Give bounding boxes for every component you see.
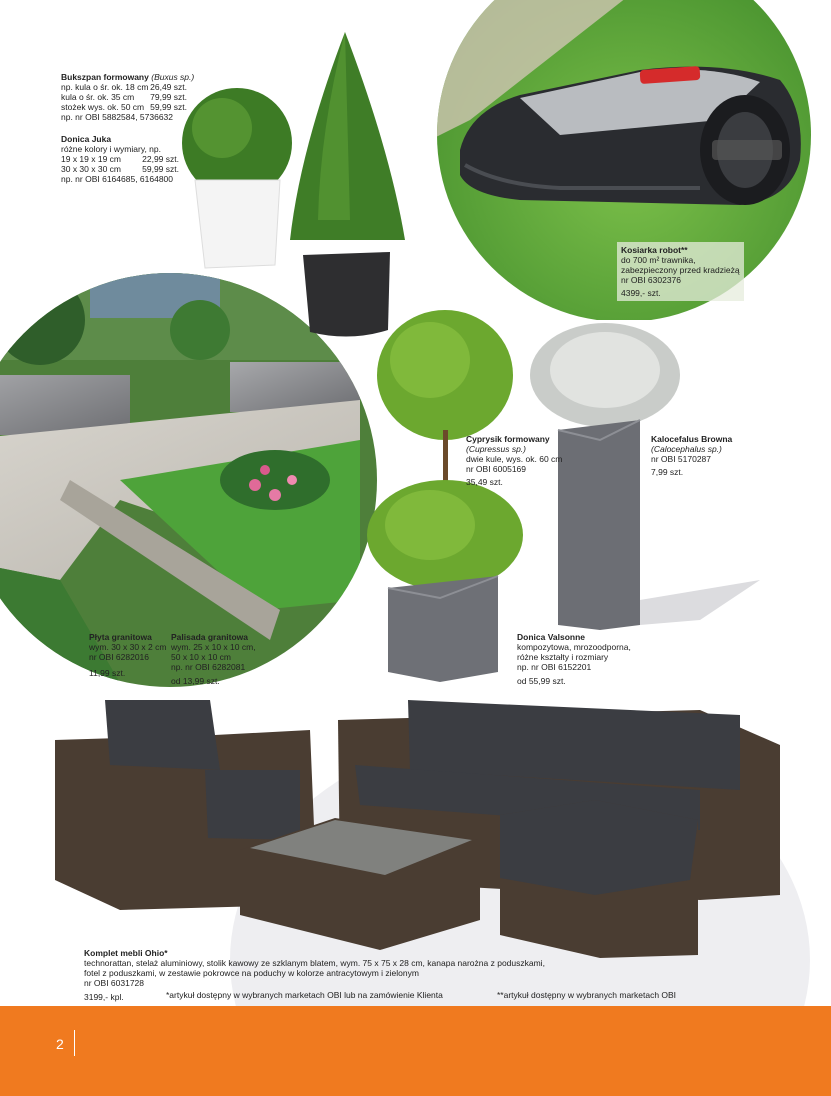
calocephalus-title: Kalocefalus Browna [651, 434, 733, 444]
valsonne-line: kompozytowa, mrozoodporna, [517, 642, 631, 652]
footnote-one: *artykuł dostępny w wybranych marketach OBI lub na zamówienie Klienta [166, 990, 443, 1000]
buxus-row-label: stożek wys. ok. 50 cm [61, 102, 145, 112]
robot-line: do 700 m² trawnika, [621, 255, 696, 265]
pot-juka-title: Donica Juka [61, 134, 112, 144]
buxus-row-label: np. kula o śr. ok. 18 cm [61, 82, 149, 92]
pot-juka-row [61, 154, 179, 164]
granite-palisade-line: wym. 25 x 10 x 10 cm, [171, 642, 256, 652]
granite-palisade-line: np. nr OBI 6282081 [171, 662, 246, 672]
ohio-title: Komplet mebli Ohio* [84, 948, 168, 958]
valsonne-info [517, 632, 631, 686]
cypress-line: nr OBI 6005169 [466, 464, 527, 474]
pot-juka-desc: różne kolory i wymiary, np. [61, 144, 161, 154]
granite-plate-price: 11,99 szt. [89, 668, 126, 678]
buxus-row-label: kula o śr. ok. 35 cm [61, 92, 135, 102]
ohio-line: nr OBI 6031728 [84, 978, 145, 988]
cypress-line: dwie kule, wys. ok. 60 cm [466, 454, 563, 464]
calocephalus-price: 7,99 szt. [651, 467, 684, 477]
calocephalus-latin: (Calocephalus sp.) [651, 444, 722, 454]
buxus-info [61, 72, 194, 122]
robot-info [617, 242, 744, 301]
cypress-title: Cyprysik formowany [466, 434, 550, 444]
calocephalus-info [651, 434, 732, 477]
buxus-row [61, 102, 187, 112]
granite-palisade-line: 50 x 10 x 10 cm [171, 652, 232, 662]
ohio-furniture-set [55, 700, 780, 958]
buxus-ball-plant [182, 88, 292, 268]
page-number: 2 [56, 1036, 64, 1052]
granite-plate-line: wym. 30 x 30 x 2 cm [89, 642, 167, 652]
valsonne-line: np. nr OBI 6152201 [517, 662, 592, 672]
robot-price: 4399,- szt. [621, 288, 661, 298]
pot-juka-row-label: 30 x 30 x 30 cm [61, 164, 122, 174]
granite-plate-info [89, 632, 166, 678]
calocephalus-line: nr OBI 5170287 [651, 454, 712, 464]
valsonne-line: różne kształty i rozmiary [517, 652, 609, 662]
buxus-cone-plant [290, 32, 405, 337]
pot-juka-row-price: 59,99 szt. [142, 164, 179, 174]
robot-title: Kosiarka robot** [621, 245, 688, 255]
page-footer [0, 1006, 831, 1096]
robot-line: zabezpieczony przed kradzieżą [621, 265, 740, 275]
granite-palisade-price: od 13,99 szt. [171, 676, 220, 686]
granite-plate-title: Płyta granitowa [89, 632, 152, 642]
buxus-row-price: 26,49 szt. [150, 82, 187, 92]
cypress-latin: (Cupressus sp.) [466, 444, 526, 454]
ohio-line: fotel z poduszkami, w zestawie pokrowce na poduchy w kolorze antracytowym i zielonym [84, 968, 419, 978]
robot-line: nr OBI 6302376 [621, 275, 682, 285]
valsonne-price: od 55,99 szt. [517, 676, 566, 686]
valsonne-title: Donica Valsonne [517, 632, 586, 642]
cypress-info [466, 434, 562, 487]
pot-juka-row-label: 19 x 19 x 19 cm [61, 154, 122, 164]
ohio-price: 3199,- kpl. [84, 992, 124, 1002]
buxus-title: Bukszpan formowany [61, 72, 149, 82]
buxus-nr: np. nr OBI 5882584, 5736632 [61, 112, 174, 122]
buxus-latin: (Buxus sp.) [151, 72, 195, 82]
buxus-row [61, 82, 187, 92]
pot-juka-row-price: 22,99 szt. [142, 154, 179, 164]
cypress-price: 35,49 szt. [466, 477, 503, 487]
buxus-row [61, 92, 187, 102]
buxus-row-price: 59,99 szt. [150, 102, 187, 112]
buxus-row-price: 79,99 szt. [150, 92, 187, 102]
granite-palisade-info [171, 632, 256, 686]
granite-plate-line: nr OBI 6282016 [89, 652, 150, 662]
granite-palisade-title: Palisada granitowa [171, 632, 248, 642]
pot-juka-row [61, 164, 179, 174]
ohio-line: technorattan, stelaż aluminiowy, stolik kawowy ze szklanym blatem, wym. 75 x 75 x 28 cm, kanapa narożna z poduszkami, [84, 958, 545, 968]
footnote-two: **artykuł dostępny w wybranych marketach OBI [497, 990, 677, 1000]
cypress-plant [367, 310, 523, 682]
pot-juka-nr: np. nr OBI 6164685, 6164800 [61, 174, 174, 184]
page-number-divider [74, 1030, 75, 1056]
pot-juka-info [61, 134, 179, 184]
